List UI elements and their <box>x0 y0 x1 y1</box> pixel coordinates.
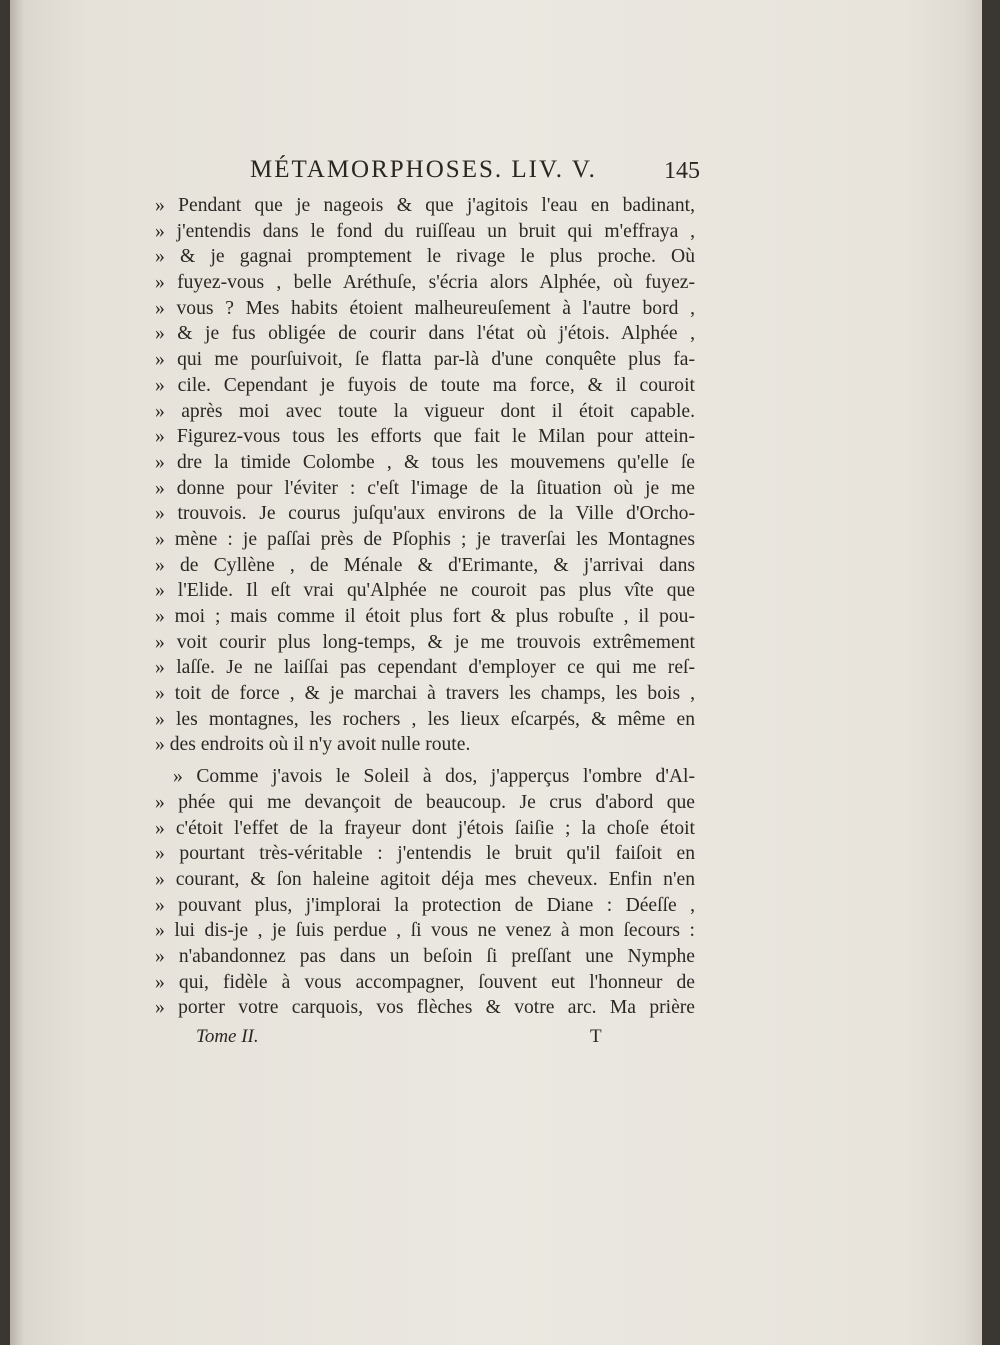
volume-signature: Tome II. <box>196 1026 259 1047</box>
running-title: MÉTAMORPHOSES. LIV. V. <box>250 156 597 183</box>
text-line: » dre la timide Colombe , & tous les mouvemens qu'elle ſe <box>155 451 695 473</box>
signature-mark: T <box>590 1026 602 1047</box>
text-line: » voit courir plus long-temps, & je me trouvois extrêmement <box>155 631 695 653</box>
text-line: » vous ? Mes habits étoient malheureuſement à l'autre bord , <box>155 297 695 319</box>
page-edge <box>964 0 982 1345</box>
text-line: » pourtant très-véritable : j'entendis le bruit qu'il faiſoit en <box>155 843 695 865</box>
text-line: » Comme j'avois le Soleil à dos, j'apperçus l'ombre d'Al- <box>173 766 695 788</box>
text-line: » Figurez-vous tous les efforts que fait le Milan pour attein- <box>155 426 695 448</box>
text-line: » toit de force , & je marchai à travers les champs, les bois , <box>155 683 695 705</box>
page-footer <box>196 1026 616 1056</box>
text-line: » lui dis-je , je ſuis perdue , ſi vous ne venez à mon ſecours : <box>155 920 695 942</box>
text-line: » fuyez-vous , belle Aréthuſe, s'écria alors Alphée, où fuyez- <box>155 272 695 294</box>
text-line: » Pendant que je nageois & que j'agitois l'eau en badinant, <box>155 195 695 216</box>
spine-shadow <box>10 0 24 1345</box>
text-line: » & je fus obligée de courir dans l'état où j'étois. Alphée , <box>155 323 695 345</box>
text-line: » donne pour l'éviter : c'eſt l'image de la ſituation où je me <box>155 477 695 499</box>
text-line: » mène : je paſſai près de Pſophis ; je traverſai les Montagnes <box>155 528 695 550</box>
text-line: » qui me pourſuivoit, ſe flatta par-là d'une conquête plus fa- <box>155 349 695 371</box>
text-line: » cile. Cependant je fuyois de toute ma force, & il couroit <box>155 374 695 396</box>
text-line: » des endroits où il n'y avoit nulle route. <box>155 734 471 756</box>
text-block <box>155 193 695 1021</box>
text-line: » porter votre carquois, vos flèches & votre arc. Ma prière <box>155 997 695 1019</box>
text-line: » de Cyllène , de Ménale & d'Erimante, & j'arrivai dans <box>155 554 695 576</box>
text-line: » trouvois. Je courus juſqu'aux environs de la Ville d'Orcho- <box>155 503 695 525</box>
text-line: » n'abandonnez pas dans un beſoin ſi preſſant une Nymphe <box>155 945 695 967</box>
text-line: » phée qui me devançoit de beaucoup. Je crus d'abord que <box>155 791 695 813</box>
text-line: » laſſe. Je ne laiſſai pas cependant d'employer ce qui me reſ- <box>155 657 695 679</box>
running-head <box>250 156 700 190</box>
text-line: » & je gagnai promptement le rivage le plus proche. Où <box>155 246 695 268</box>
text-line: » les montagnes, les rochers , les lieux eſcarpés, & même en <box>155 708 695 730</box>
page-number: 145 <box>664 158 700 184</box>
text-line: » qui, fidèle à vous accompagner, ſouvent eut l'honneur de <box>155 971 695 993</box>
book-page <box>10 0 982 1345</box>
text-line: » après moi avec toute la vigueur dont il étoit capable. <box>155 400 695 422</box>
text-line: » moi ; mais comme il étoit plus fort & plus robuſte , il pou- <box>155 606 695 627</box>
text-line: » l'Elide. Il eſt vrai qu'Alphée ne couroit pas plus vîte que <box>155 580 695 602</box>
text-line: » courant, & ſon haleine agitoit déja mes cheveux. Enfin n'en <box>155 868 695 890</box>
text-line: » pouvant plus, j'implorai la protection de Diane : Déeſſe , <box>155 894 695 916</box>
text-line: » j'entendis dans le fond du ruiſſeau un bruit qui m'effraya , <box>155 220 695 242</box>
text-line: » c'étoit l'effet de la frayeur dont j'étois ſaiſie ; la choſe étoit <box>155 817 695 839</box>
